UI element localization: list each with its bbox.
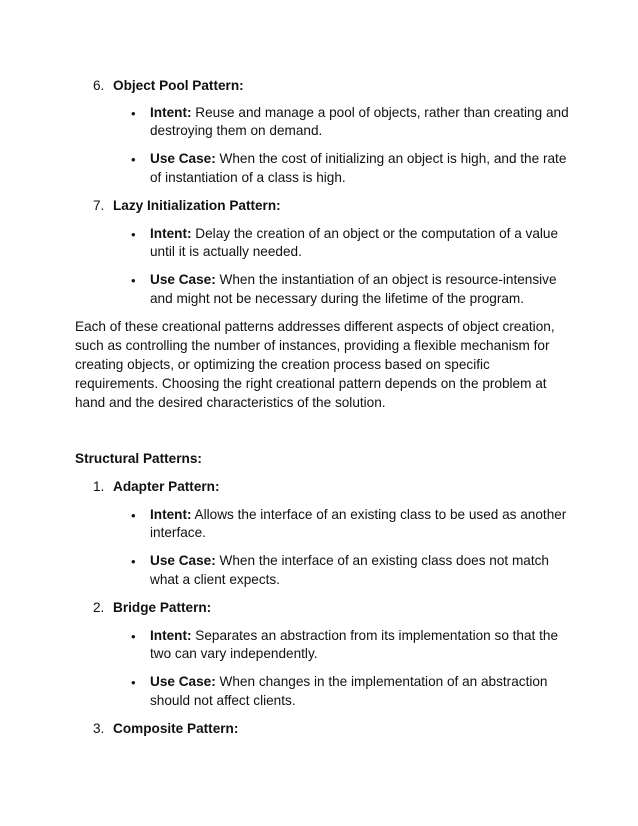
bullet-icon: •: [131, 675, 136, 690]
usecase-text: Use Case: When the interface of an existing class does not match: [150, 553, 549, 568]
list-number: 3.: [93, 721, 105, 736]
paragraph-line: Each of these creational patterns addresses different aspects of object creation,: [75, 319, 555, 334]
bullet-icon: •: [131, 508, 136, 523]
intent-text: Intent: Separates an abstraction from its implementation so that the: [150, 628, 558, 643]
intent-text: Intent: Reuse and manage a pool of objects, rather than creating and: [150, 105, 569, 120]
list-number: 7.: [93, 198, 105, 213]
usecase-text-cont: of instantiation of a class is high.: [150, 170, 346, 185]
list-number: 6.: [93, 78, 105, 93]
list-item-title: Adapter Pattern:: [113, 479, 220, 494]
bullet-icon: •: [131, 629, 136, 644]
paragraph-line: such as controlling the number of instances, providing a flexible mechanism for: [75, 338, 550, 353]
intent-text: Intent: Delay the creation of an object or the computation of a value: [150, 226, 559, 241]
list-item-title: Composite Pattern:: [113, 721, 239, 736]
intent-text-cont: two can vary independently.: [150, 646, 318, 661]
usecase-text: Use Case: When changes in the implementation of an abstraction: [150, 674, 548, 689]
usecase-text-cont: should not affect clients.: [150, 693, 296, 708]
section-heading: Structural Patterns:: [75, 451, 202, 466]
usecase-text: Use Case: When the instantiation of an object is resource-intensive: [150, 272, 557, 287]
list-item-title: Bridge Pattern:: [113, 600, 212, 615]
bullet-icon: •: [131, 273, 136, 288]
usecase-text-cont: what a client expects.: [150, 572, 280, 587]
list-item-title: Object Pool Pattern:: [113, 78, 244, 93]
bullet-icon: •: [131, 152, 136, 167]
usecase-text-cont: and might not be necessary during the lifetime of the program.: [150, 291, 525, 306]
list-number: 2.: [93, 600, 105, 615]
usecase-text: Use Case: When the cost of initializing an object is high, and the rate: [150, 151, 567, 166]
paragraph-line: requirements. Choosing the right creational pattern depends on the problem at: [75, 376, 547, 391]
paragraph-line: hand and the desired characteristics of the solution.: [75, 395, 386, 410]
list-item-title: Lazy Initialization Pattern:: [113, 198, 281, 213]
bullet-icon: •: [131, 554, 136, 569]
intent-text-cont: interface.: [150, 525, 206, 540]
intent-text-cont: until it is actually needed.: [150, 244, 302, 259]
list-number: 1.: [93, 479, 105, 494]
intent-text-cont: destroying them on demand.: [150, 123, 323, 138]
intent-text: Intent: Allows the interface of an existing class to be used as another: [150, 507, 567, 522]
paragraph-line: creating objects, or optimizing the creation process based on specific: [75, 357, 490, 372]
bullet-icon: •: [131, 227, 136, 242]
bullet-icon: •: [131, 106, 136, 121]
